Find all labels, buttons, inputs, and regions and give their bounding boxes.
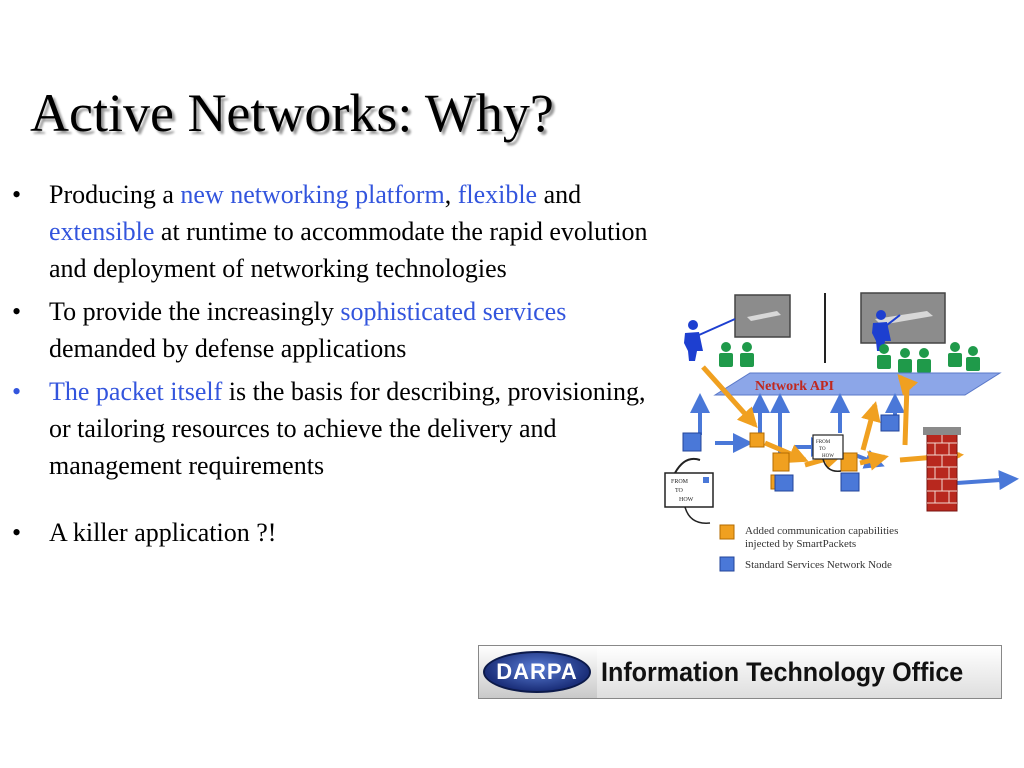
audience-right bbox=[877, 342, 980, 373]
highlight-segment: new networking platform bbox=[180, 180, 445, 209]
envelope-to-label: TO bbox=[819, 447, 826, 452]
darpa-ito-banner bbox=[478, 645, 1002, 699]
slide-title: Active Networks: Why? bbox=[30, 83, 554, 143]
banner-title: Information Technology Office bbox=[601, 657, 964, 687]
envelope-right bbox=[813, 435, 843, 471]
screen-left bbox=[735, 295, 790, 337]
highlight-segment: sophisticated services bbox=[340, 297, 567, 326]
bullet-text bbox=[49, 377, 645, 480]
envelope-from-label: FROM bbox=[816, 440, 831, 445]
text-segment: Producing a bbox=[49, 180, 181, 209]
darpa-logo: DARPA bbox=[483, 651, 591, 693]
bullet-text bbox=[49, 297, 566, 363]
envelope-left bbox=[665, 459, 713, 523]
bullet-marker: • bbox=[12, 180, 22, 209]
highlight-segment: flexible bbox=[457, 180, 538, 209]
legend-blue-swatch bbox=[720, 557, 734, 571]
text-segment: is the basis for describing, provisioning, or tailoring resources to achieve the delivery and management requirements bbox=[49, 377, 646, 480]
firewall-icon bbox=[923, 427, 961, 511]
text-segment: , bbox=[444, 180, 458, 209]
bullet-marker: • bbox=[12, 377, 22, 406]
audience-left bbox=[719, 342, 754, 367]
bullet-marker: • bbox=[12, 518, 22, 547]
bullet-item-2 bbox=[12, 293, 652, 367]
highlight-segment: The packet itself bbox=[49, 377, 223, 406]
bullet-text bbox=[49, 180, 648, 283]
text-segment: demanded by defense applications bbox=[49, 334, 407, 363]
envelope-from-label: FROM bbox=[671, 479, 689, 485]
text-segment: and bbox=[537, 180, 582, 209]
diagram-legend bbox=[720, 525, 898, 571]
highlight-segment: extensible bbox=[49, 217, 155, 246]
network-api-plane bbox=[715, 373, 1000, 395]
text-segment: A killer application ?! bbox=[49, 518, 277, 547]
bullet-item-3 bbox=[12, 373, 652, 484]
bullet-text bbox=[49, 518, 276, 547]
legend-orange-swatch bbox=[720, 525, 734, 539]
banner-logo-area bbox=[479, 646, 597, 698]
envelope-how-label: HOW bbox=[679, 497, 694, 503]
bullet-item-1 bbox=[12, 176, 652, 287]
envelope-to-label: TO bbox=[675, 488, 683, 494]
network-api-label: Network API bbox=[755, 379, 834, 394]
active-network-diagram bbox=[655, 285, 1020, 577]
legend-orange-line2: injected by SmartPackets bbox=[745, 538, 857, 550]
bullet-item-4 bbox=[12, 514, 652, 551]
bullet-marker: • bbox=[12, 297, 22, 326]
text-segment: To provide the increasingly bbox=[49, 297, 341, 326]
legend-orange-line1: Added communication capabilities bbox=[745, 525, 899, 537]
text-segment: at runtime to accommodate the rapid evolution and deployment of networking technologies bbox=[49, 217, 648, 283]
bullet-list bbox=[12, 176, 652, 551]
legend-blue-label: Standard Services Network Node bbox=[745, 559, 892, 571]
envelope-how-label: HOW bbox=[822, 454, 834, 459]
